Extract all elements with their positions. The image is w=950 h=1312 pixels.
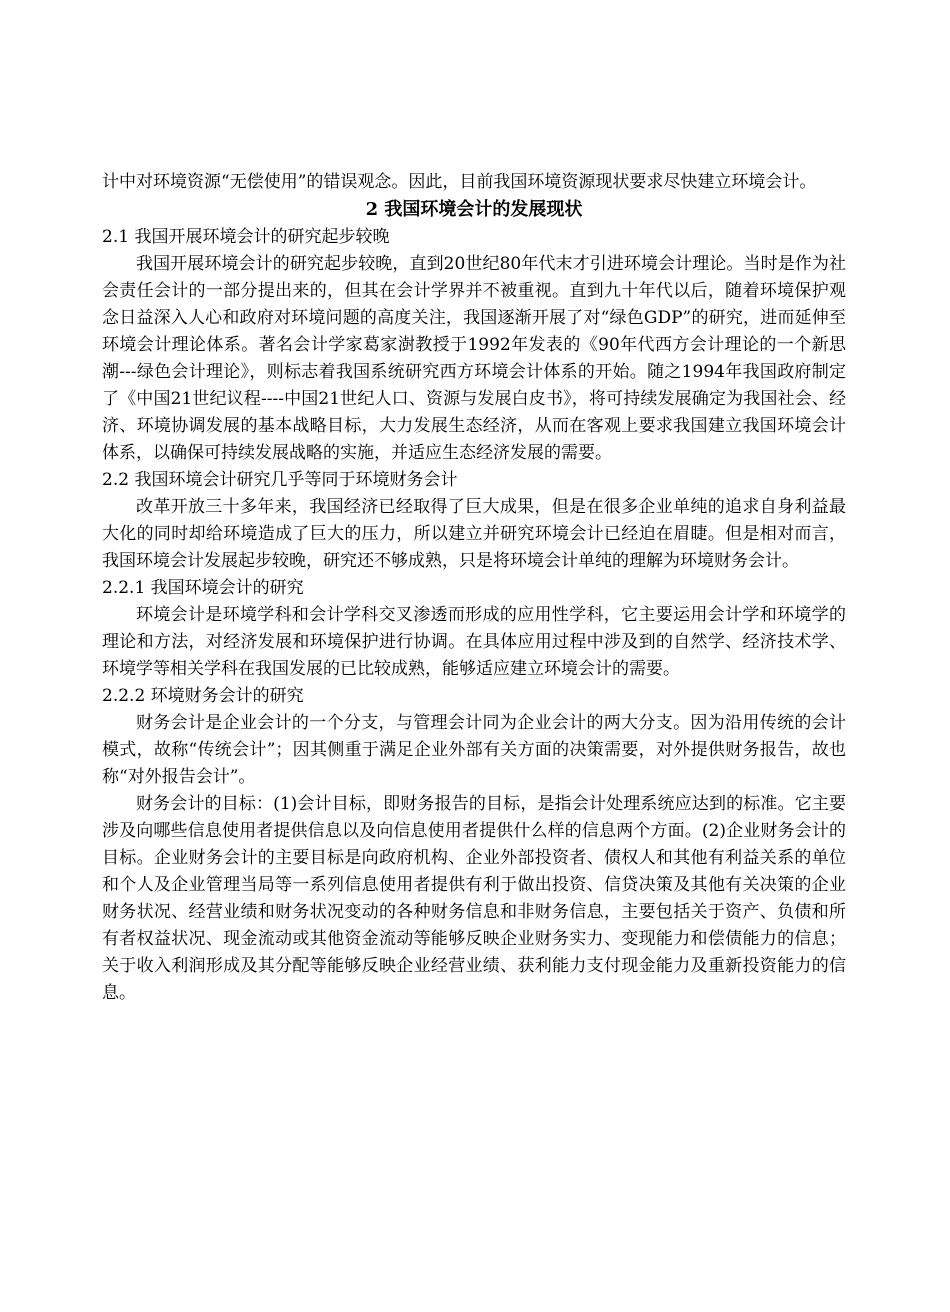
section-2-2-2-title: 2.2.2 环境财务会计的研究 bbox=[102, 686, 304, 706]
section-2-2-2-paragraph-1: 财务会计是企业会计的一个分支，与管理会计同为企业会计的两大分支。因为沿用传统的会计模式，故称“传统会计”；因其侧重于满足企业外部有关方面的决策需要，对外提供财务报告，故也称“对外报告会计”。 bbox=[102, 713, 846, 787]
section-2-title: 2 我国环境会计的发展现状 bbox=[365, 199, 583, 220]
section-2-2-1-title: 2.2.1 我国环境会计的研究 bbox=[102, 578, 304, 598]
document-page bbox=[102, 169, 846, 1007]
intro-paragraph: 计中对环境资源“无偿使用”的错误观念。因此，目前我国环境资源现状要求尽快建立环境会计。 bbox=[102, 172, 817, 192]
section-2-1-paragraph: 我国开展环境会计的研究起步较晚，直到20世纪80年代末才引进环境会计理论。当时是作为社会责任会计的一部分提出来的，但其在会计学界并不被重视。直到九十年代以后，随着环境保护观念日益深入人心和政府对环境问题的高度关注，我国逐渐开展了对“绿色GDP”的研究，进而延伸至环境会计理论体系。著名会计学家葛家澍教授于1992年发表的《90年代西方会计理论的一个新思潮---绿色会计理论》，则标志着我国系统研究西方环境会计体系的开始。随之1994年我国政府制定了《中国21世纪议程----中国21世纪人口、资源与发展白皮书》，将可持续发展确定为我国社会、经济、环境协调发展的基本战略目标，大力发展生态经济，从而在客观上要求我国建立我国环境会计体系，以确保可持续发展战略的实施，并适应生态经济发展的需要。 bbox=[102, 254, 846, 463]
section-2-2-paragraph: 改革开放三十多年来，我国经济已经取得了巨大成果，但是在很多企业单纯的追求自身利益最大化的同时却给环境造成了巨大的压力，所以建立并研究环境会计已经迫在眉睫。但是相对而言，我国环境会计发展起步较晚，研究还不够成熟，只是将环境会计单纯的理解为环境财务会计。 bbox=[102, 497, 846, 571]
section-2-2-2-paragraph-2: 财务会计的目标：(1)会计目标，即财务报告的目标，是指会计处理系统应达到的标准。它主要涉及向哪些信息使用者提供信息以及向信息使用者提供什么样的信息两个方面。(2)企业财务会计的目标。企业财务会计的主要目标是向政府机构、企业外部投资者、债权人和其他有利益关系的单位和个人及企业管理当局等一系列信息使用者提供有利于做出投资、信贷决策及其他有关决策的企业财务状况、经营业绩和财务状况变动的各种财务信息和非财务信息，主要包括关于资产、负债和所有者权益状况、现金流动或其他资金流动等能够反映企业财务实力、变现能力和偿债能力的信息；关于收入利润形成及其分配等能够反映企业经营业绩、获利能力支付现金能力及重新投资能力的信息。 bbox=[102, 794, 846, 1003]
section-2-1-title: 2.1 我国开展环境会计的研究起步较晚 bbox=[102, 227, 390, 247]
section-2-2-title: 2.2 我国环境会计研究几乎等同于环境财务会计 bbox=[102, 470, 458, 490]
section-2-2-1-paragraph: 环境会计是环境学科和会计学科交叉渗透而形成的应用性学科，它主要运用会计学和环境学的理论和方法，对经济发展和环境保护进行协调。在具体应用过程中涉及到的自然学、经济技术学、环境学等相关学科在我国发展的已比较成熟，能够适应建立环境会计的需要。 bbox=[102, 605, 846, 679]
